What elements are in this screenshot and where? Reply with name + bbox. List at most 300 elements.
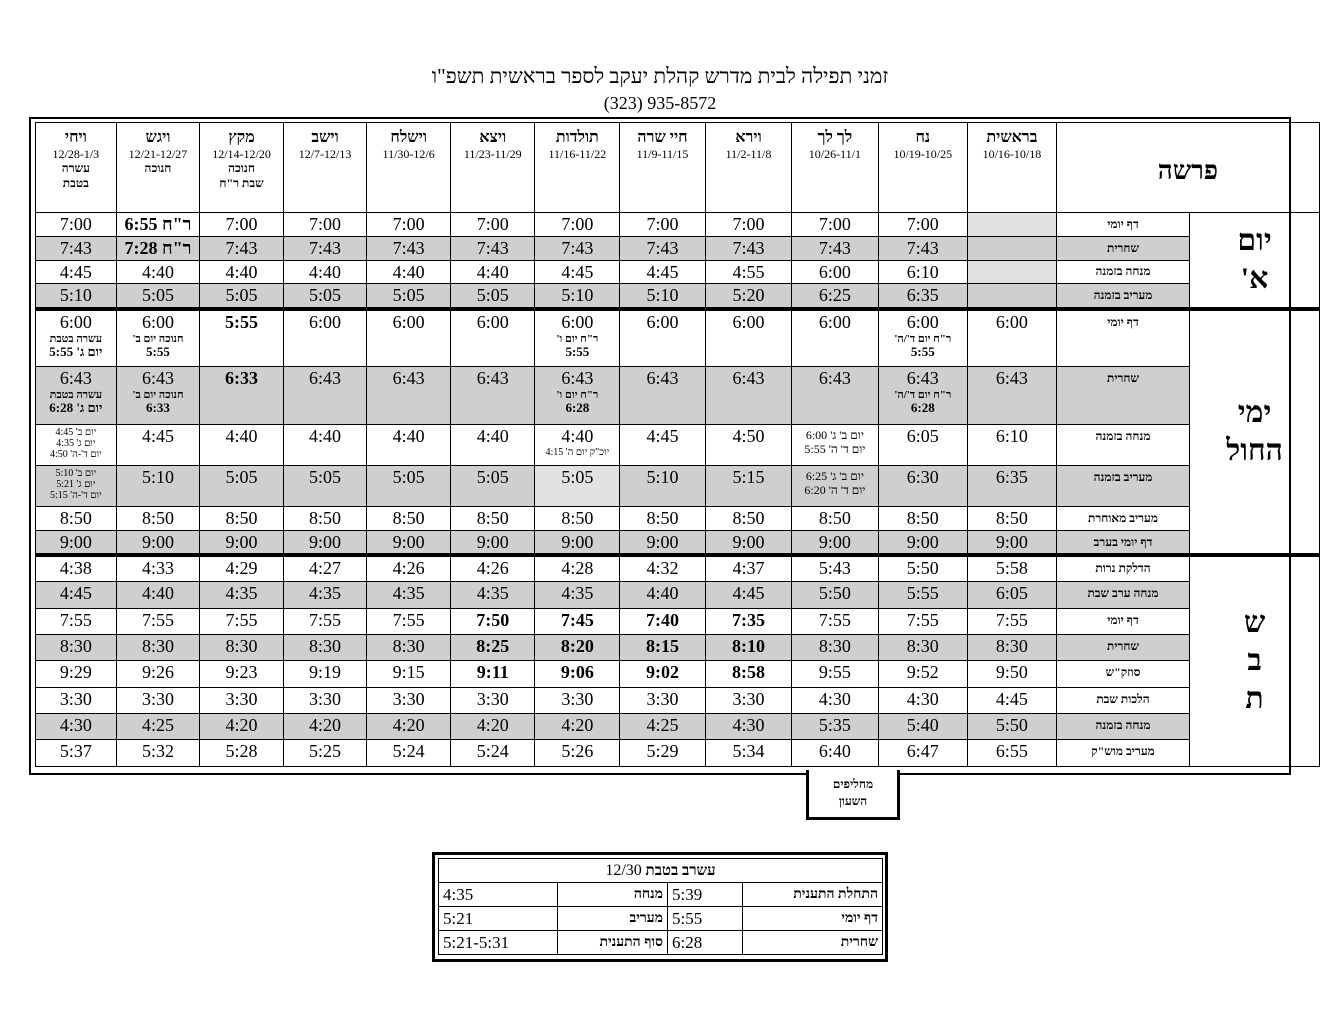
time-cell	[620, 555, 705, 581]
time-value: 6:00	[818, 262, 851, 282]
time-value: 7:55	[141, 609, 174, 630]
time-cell	[283, 309, 367, 367]
row-label	[1056, 687, 1189, 713]
time-cell	[116, 507, 200, 531]
time-value: 5:37	[59, 740, 92, 761]
time-cell	[450, 713, 535, 739]
time-cell	[792, 634, 878, 660]
fast-time: 5:39	[668, 883, 743, 907]
time-cell	[367, 507, 451, 531]
row-label-text: דף יומי	[1107, 612, 1139, 627]
time-value: 4:45	[561, 262, 594, 282]
time-cell	[878, 531, 967, 556]
time-cell	[620, 466, 705, 507]
time-cell	[450, 213, 535, 237]
parsha-column-header	[450, 123, 535, 213]
time-note: ר"ח יום ד'/ה'	[894, 332, 952, 345]
fast-time: 4:35	[439, 883, 558, 907]
time-cell	[367, 581, 451, 608]
fast-label: מנחה	[558, 883, 668, 907]
time-cell	[200, 309, 284, 367]
time-cell	[450, 739, 535, 766]
time-cell	[878, 660, 967, 687]
time-value: 4:45	[646, 426, 679, 446]
time-value: 8:50	[818, 508, 851, 528]
schedule-row	[36, 466, 1320, 507]
time-cell	[967, 237, 1056, 261]
row-label	[1056, 213, 1189, 237]
time-value: 4:35	[309, 582, 342, 603]
time-cell	[283, 213, 367, 237]
time-cell	[367, 425, 451, 466]
row-label	[1056, 367, 1189, 425]
time-cell	[200, 739, 284, 766]
time-value: 8:50	[309, 508, 342, 528]
row-label-text: סוזק"ש	[1105, 664, 1141, 679]
time-cell	[116, 608, 200, 634]
time-cell	[36, 261, 117, 284]
time-value: 5:24	[392, 740, 425, 761]
schedule-row	[36, 367, 1320, 425]
fast-time: 5:21-5:31	[439, 931, 558, 955]
parsha-column-header	[878, 123, 967, 213]
time-cell	[450, 687, 535, 713]
parsha-dates: 12/21-12/27	[128, 147, 188, 161]
time-cell	[792, 555, 878, 581]
time-note: ר"ח יום ו'	[556, 389, 599, 401]
time-value: 9:00	[995, 532, 1028, 552]
time-cell	[535, 660, 620, 687]
time-cell	[967, 687, 1056, 713]
schedule-table	[35, 122, 1320, 767]
time-value: 5:05	[141, 285, 174, 305]
time-cell	[535, 237, 620, 261]
time-value: 4:37	[732, 558, 765, 578]
time-cell	[967, 531, 1056, 556]
time-cell	[705, 687, 791, 713]
parsha-name: חיי שרה	[637, 129, 688, 146]
time-value: 9:00	[646, 532, 679, 552]
time-cell	[535, 634, 620, 660]
day-label-line: ימי	[1237, 395, 1272, 429]
time-cell	[283, 713, 367, 739]
time-note: יום ב' ג' 6:00	[805, 428, 864, 442]
time-value: 6:40	[818, 740, 851, 761]
time-cell	[878, 309, 967, 367]
time-cell	[705, 466, 791, 507]
time-cell	[967, 309, 1056, 367]
time-note: יום ב' 5:10	[55, 468, 97, 479]
time-value: 3:30	[646, 688, 679, 709]
time-cell	[535, 261, 620, 284]
time-cell	[200, 284, 284, 309]
time-value: 9:29	[59, 661, 92, 682]
time-value: 5:05	[476, 467, 509, 487]
time-cell	[705, 309, 791, 367]
time-value: 6:43	[995, 368, 1028, 388]
time-cell	[705, 531, 791, 556]
time-value: 4:26	[476, 558, 509, 578]
time-value: 7:00	[309, 214, 342, 234]
time-cell	[283, 634, 367, 660]
time-cell	[967, 367, 1056, 425]
time-value: 5:28	[225, 740, 258, 761]
time-cell	[535, 284, 620, 309]
parsha-column-header	[36, 123, 117, 213]
time-cell	[367, 634, 451, 660]
time-value: 7:43	[225, 238, 258, 258]
time-cell	[705, 425, 791, 466]
fast-day-table	[438, 858, 883, 955]
time-note: ר"ח יום ו'	[556, 332, 599, 345]
time-value: 4:29	[225, 558, 258, 578]
time-value: 6:05	[995, 582, 1028, 603]
time-cell	[535, 739, 620, 766]
schedule-row	[36, 213, 1320, 237]
time-value: 7:00	[646, 214, 679, 234]
phone-number: (323) 935-8572	[603, 93, 717, 113]
time-value: 8:50	[392, 508, 425, 528]
time-cell	[878, 367, 967, 425]
time-value: 4:30	[59, 714, 92, 735]
time-value: 7:55	[818, 609, 851, 630]
time-value: 4:50	[732, 426, 765, 446]
time-cell	[705, 261, 791, 284]
time-value: 4:40	[476, 262, 509, 282]
time-cell	[967, 466, 1056, 507]
time-cell	[878, 739, 967, 766]
time-value: 7:55	[59, 609, 92, 630]
fast-label: התחלת התענית	[743, 883, 883, 907]
time-cell	[36, 581, 117, 608]
time-cell	[620, 660, 705, 687]
time-cell	[116, 581, 200, 608]
time-value: 5:10	[646, 467, 679, 487]
time-cell	[200, 261, 284, 284]
time-cell	[116, 634, 200, 660]
time-value: 6:30	[906, 467, 939, 487]
time-value: 5:50	[906, 558, 939, 578]
time-value: 5:10	[646, 285, 679, 305]
parsha-name: ויצא	[479, 129, 507, 146]
time-note: ר"ח יום ד'/ה'	[894, 389, 952, 401]
time-value: 7:35	[731, 609, 765, 630]
time-cell	[283, 466, 367, 507]
time-cell	[200, 581, 284, 608]
parsha-column-header	[620, 123, 705, 213]
day-label	[1190, 309, 1320, 556]
time-cell	[450, 367, 535, 425]
time-cell	[36, 213, 117, 237]
time-value: 7:00	[732, 214, 765, 234]
time-value: 7:00	[225, 214, 258, 234]
time-value: 7:55	[906, 609, 939, 630]
row-label-text: מנחה בזמנה	[1095, 429, 1151, 443]
time-cell	[967, 425, 1056, 466]
time-cell	[705, 634, 791, 660]
time-cell	[36, 739, 117, 766]
time-value: 8:30	[392, 635, 425, 656]
time-cell	[116, 713, 200, 739]
time-cell	[283, 581, 367, 608]
time-value: 6:43	[141, 368, 174, 388]
time-cell	[116, 739, 200, 766]
time-value: 7:43	[392, 238, 425, 258]
parsha-dates: 11/23-11/29	[463, 147, 522, 161]
time-value: 3:30	[561, 688, 594, 709]
time-cell	[116, 213, 200, 237]
time-cell	[200, 634, 284, 660]
time-value: 6:43	[476, 368, 509, 388]
parsha-column-header	[367, 123, 451, 213]
time-value: 4:30	[818, 688, 851, 709]
time-value: 5:35	[818, 714, 851, 735]
schedule-row	[36, 425, 1320, 466]
time-value: 4:20	[392, 714, 425, 735]
parsha-column-header	[116, 123, 200, 213]
parsha-header-row	[36, 123, 1320, 213]
time-value: 5:40	[906, 714, 939, 735]
schedule-row	[36, 581, 1320, 608]
fast-time: 5:21	[439, 907, 558, 931]
time-value: 4:33	[141, 558, 174, 578]
parsha-column-header	[283, 123, 367, 213]
time-cell	[535, 367, 620, 425]
row-label-text: מעריב מוש"ק	[1091, 743, 1155, 758]
time-cell	[620, 634, 705, 660]
time-value: 5:05	[476, 285, 509, 305]
time-value: 3:30	[392, 688, 425, 709]
time-cell	[535, 309, 620, 367]
time-cell	[36, 634, 117, 660]
row-label	[1056, 284, 1189, 309]
time-value: 4:25	[646, 714, 679, 735]
time-value: 9:52	[906, 661, 939, 682]
time-value: 9:15	[392, 661, 425, 682]
fast-time: 6:28	[668, 931, 743, 955]
row-label	[1056, 309, 1189, 367]
time-value: 4:35	[561, 582, 594, 603]
time-cell	[116, 555, 200, 581]
time-cell	[705, 581, 791, 608]
row-label	[1056, 739, 1189, 766]
time-value: 6:05	[906, 426, 939, 446]
row-label-text: הדלקת נרות	[1095, 561, 1151, 575]
time-cell	[367, 466, 451, 507]
time-value: 6:10	[995, 426, 1028, 446]
time-value: 9:19	[309, 661, 342, 682]
time-value: 9:00	[906, 532, 939, 552]
parsha-note: שבת ר"ח	[219, 176, 264, 190]
time-value: 8:50	[732, 508, 765, 528]
schedule-row	[36, 237, 1320, 261]
time-cell	[792, 309, 878, 367]
time-value: 8:50	[59, 508, 92, 528]
fast-row	[439, 907, 883, 931]
time-value: 3:30	[476, 688, 509, 709]
schedule-row	[36, 531, 1320, 556]
time-cell	[36, 687, 117, 713]
parsha-dates: 10/19-10/25	[893, 147, 953, 161]
time-value: 7:00	[476, 214, 509, 234]
time-cell	[878, 555, 967, 581]
schedule-row	[36, 713, 1320, 739]
time-value: 6:43	[59, 368, 92, 388]
time-value: 7:55	[392, 609, 425, 630]
row-label	[1056, 581, 1189, 608]
time-cell	[367, 555, 451, 581]
time-cell	[200, 425, 284, 466]
time-cell	[535, 466, 620, 507]
time-value: 6:00	[906, 311, 939, 332]
time-cell	[705, 213, 791, 237]
time-cell	[620, 531, 705, 556]
time-value: 4:45	[732, 582, 765, 603]
parsha-note: חנוכה	[144, 161, 172, 175]
time-value: 8:50	[141, 508, 174, 528]
time-value: 4:35	[225, 582, 258, 603]
time-value: 9:55	[818, 661, 851, 682]
fast-row	[439, 883, 883, 907]
time-value: 6:43	[392, 368, 425, 388]
fast-label: דף יומי	[743, 907, 883, 931]
time-cell	[620, 309, 705, 367]
time-cell	[535, 713, 620, 739]
time-value: ר"ח 6:55	[124, 214, 192, 234]
fast-label: מעריב	[558, 907, 668, 931]
row-label-text: דף יומי בערב	[1093, 535, 1153, 549]
time-value: 4:20	[561, 714, 594, 735]
time-cell	[367, 237, 451, 261]
time-cell	[450, 284, 535, 309]
time-cell	[200, 713, 284, 739]
time-cell	[200, 555, 284, 581]
day-label	[1190, 555, 1320, 766]
time-cell	[116, 367, 200, 425]
time-cell	[200, 660, 284, 687]
time-cell	[36, 555, 117, 581]
time-value: 4:45	[995, 688, 1028, 709]
time-value: 5:05	[561, 467, 594, 487]
parsha-column-header	[200, 123, 284, 213]
time-note: יוכ"ק יום ה' 4:15	[545, 447, 610, 458]
time-cell	[367, 367, 451, 425]
schedule-row	[36, 555, 1320, 581]
time-cell	[535, 687, 620, 713]
parsha-dates: 10/16-10/18	[982, 147, 1042, 161]
time-value: 4:26	[392, 558, 425, 578]
time-value: 7:55	[309, 609, 342, 630]
time-value: 8:15	[646, 635, 679, 656]
row-label-text: מנחה ערב שבת	[1087, 585, 1159, 600]
time-cell	[620, 284, 705, 309]
time-value: 5:05	[225, 285, 258, 305]
time-value: 8:10	[731, 635, 765, 656]
parsha-dates: 12/14-12/20	[212, 147, 271, 161]
time-cell	[535, 507, 620, 531]
time-value: 8:30	[906, 635, 939, 656]
time-value: 9:00	[59, 532, 92, 552]
time-value: 4:30	[906, 688, 939, 709]
time-value: 9:00	[309, 532, 342, 552]
time-cell	[367, 608, 451, 634]
time-cell	[283, 531, 367, 556]
time-cell	[283, 367, 367, 425]
time-value: 7:55	[995, 609, 1028, 630]
time-value: 9:00	[141, 532, 174, 552]
time-cell	[283, 261, 367, 284]
time-value: 4:45	[59, 262, 92, 282]
time-cell	[792, 367, 878, 425]
time-cell	[36, 284, 117, 309]
time-value: 8:30	[309, 635, 342, 656]
time-cell	[283, 284, 367, 309]
time-cell	[450, 634, 535, 660]
time-cell	[450, 660, 535, 687]
day-label-line: החול	[1226, 433, 1283, 467]
parsha-name: תולדות	[555, 129, 599, 146]
row-label-text: מעריב בזמנה	[1093, 470, 1153, 484]
time-value: 6:00	[732, 311, 765, 332]
row-label	[1056, 507, 1189, 531]
dst-tab-line: השעון	[838, 794, 868, 808]
time-note: יום ב' 4:45	[55, 427, 97, 438]
row-label-text: מנחה בזמנה	[1095, 717, 1151, 732]
time-cell	[535, 581, 620, 608]
time-cell	[967, 507, 1056, 531]
time-cell	[450, 309, 535, 367]
time-cell	[450, 507, 535, 531]
time-cell	[792, 284, 878, 309]
time-note: יום ב' ג' 6:25	[805, 469, 864, 483]
time-note: יום ג' 4:35	[56, 438, 96, 449]
time-value: 4:40	[392, 262, 425, 282]
row-label	[1056, 608, 1189, 634]
time-cell	[450, 237, 535, 261]
fast-row	[439, 931, 883, 955]
dst-change-tab	[806, 770, 900, 820]
time-cell	[283, 555, 367, 581]
time-cell	[620, 608, 705, 634]
row-label	[1056, 634, 1189, 660]
time-note: 6:28	[565, 400, 590, 415]
time-cell	[283, 739, 367, 766]
row-label	[1056, 237, 1189, 261]
parsha-name: וירא	[735, 129, 762, 146]
time-cell	[967, 713, 1056, 739]
time-cell	[705, 507, 791, 531]
time-cell	[878, 687, 967, 713]
time-cell	[967, 284, 1056, 309]
time-cell	[367, 531, 451, 556]
time-cell	[792, 425, 878, 466]
time-cell	[620, 367, 705, 425]
time-value: 8:20	[560, 635, 594, 656]
parsha-header-label: פרשה	[1157, 155, 1219, 185]
time-value: 6:00	[818, 311, 851, 332]
time-value: 4:40	[392, 426, 425, 446]
fast-label: שחרית	[743, 931, 883, 955]
time-value: 4:40	[141, 262, 174, 282]
time-cell	[967, 660, 1056, 687]
time-cell	[200, 531, 284, 556]
time-note: 6:28	[910, 400, 935, 415]
time-value: 3:30	[141, 688, 174, 709]
time-value: 4:30	[732, 714, 765, 735]
day-label	[1190, 213, 1320, 309]
time-cell	[878, 466, 967, 507]
time-value: 4:20	[225, 714, 258, 735]
